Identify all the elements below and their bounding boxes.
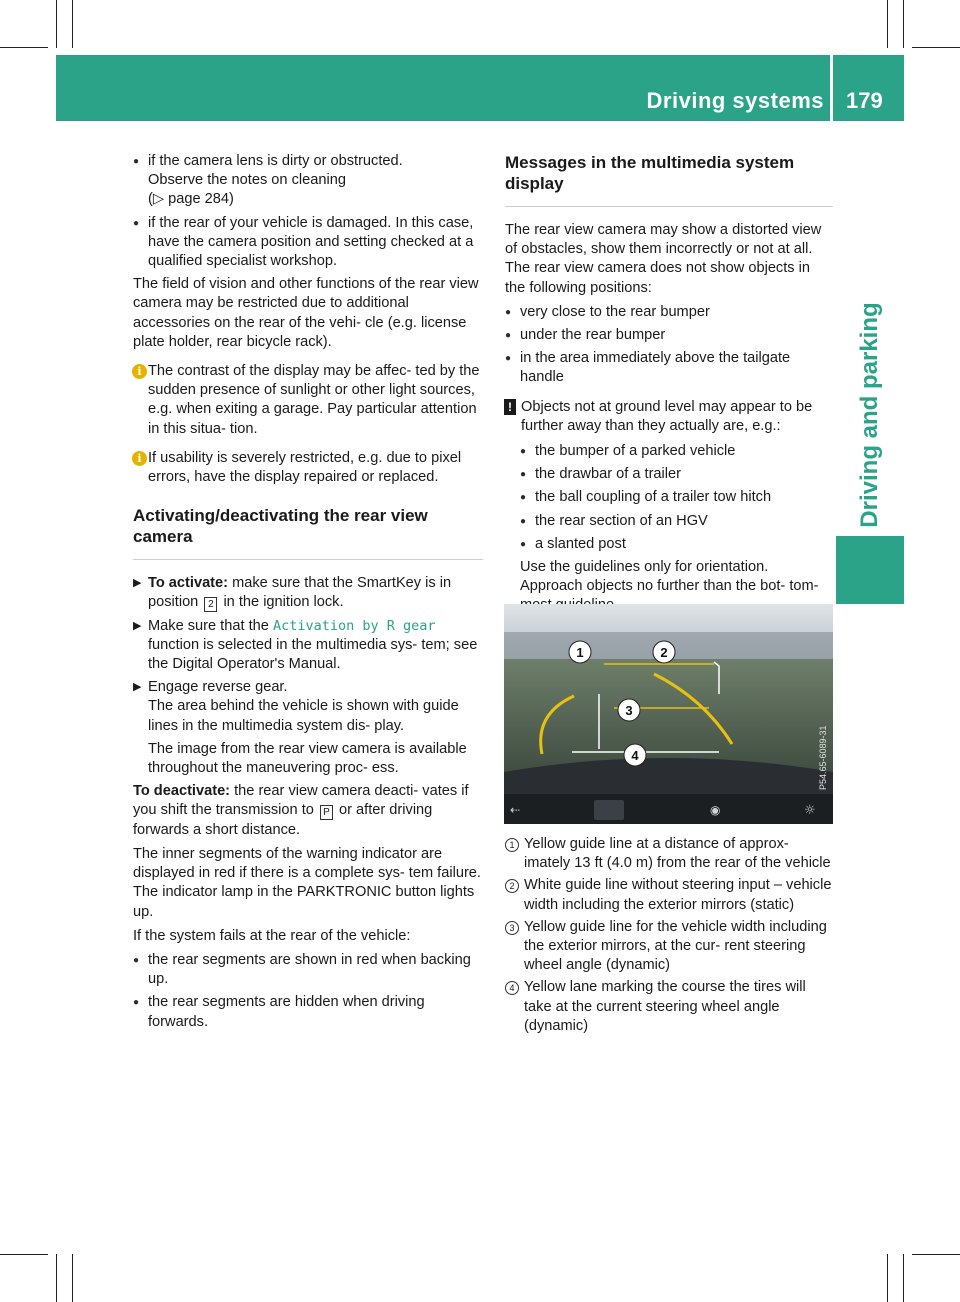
callout-1 — [569, 641, 591, 663]
arrow-right-icon: ▶ — [133, 619, 142, 632]
image-legend — [505, 835, 833, 1039]
callout-number-icon: 4 — [505, 981, 519, 995]
left-column — [133, 152, 483, 1036]
page-reference-link[interactable]: (▷ page 284) — [148, 191, 234, 208]
crop-mark — [56, 0, 57, 48]
list-item: ● under the rear bumper — [505, 326, 833, 345]
crop-mark — [903, 1254, 904, 1302]
svg-text:2: 2 — [660, 645, 668, 660]
arrow-right-icon: ▶ — [133, 681, 142, 694]
gear-park-icon: P — [320, 805, 333, 820]
legend-item: 2 White guide line without steering input – vehicle width including the exterior mirrors (static) — [505, 876, 833, 914]
right-column — [505, 152, 833, 621]
svg-text:3: 3 — [625, 703, 633, 718]
callout-number-icon: 2 — [505, 879, 519, 893]
callout-number-icon: 3 — [505, 921, 519, 935]
list-item: ● the drawbar of a trailer — [520, 465, 833, 484]
svg-text:☼: ☼ — [804, 803, 816, 818]
key-position-icon: 2 — [204, 597, 217, 612]
step-detail: The image from the rear view camera is available throughout the maneuvering proc- ess. — [148, 740, 467, 777]
image-code: P54.65-6089-31 — [818, 725, 828, 790]
list-item: ● the rear section of an HGV — [520, 512, 833, 531]
camera-scene — [504, 604, 833, 824]
paragraph: To deactivate: the rear view camera deacti- vates if you shift the transmission to P or after driving forwards a short distance. — [133, 783, 469, 838]
paragraph: The inner segments of the warning indicator are displayed in red if there is a complete sys- tem failure. The indicator lamp in the PARKTRONIC button lights up. — [133, 845, 481, 920]
warning-note: ! Objects not at ground level may appear to be further away than they actually are, e.g.: — [505, 398, 833, 436]
callout-3 — [618, 699, 640, 721]
step-item: ▶ Engage reverse gear. The area behind the vehicle is shown with guide lines in the multimedia system dis- play. The image from the rear view camera is available throughout the maneuvering proc- ess. — [133, 678, 483, 778]
info-icon: i — [132, 451, 147, 466]
crop-mark — [72, 1254, 73, 1302]
legend-item: 1 Yellow guide line at a distance of approx- imately 13 ft (4.0 m) from the rear of the vehicle — [505, 835, 833, 873]
svg-text:⇠: ⇠ — [510, 803, 521, 817]
page-number: 179 — [846, 88, 883, 113]
crop-mark — [0, 1254, 48, 1255]
crop-mark — [72, 0, 73, 48]
list-item: ● the rear segments are hidden when driving forwards. — [133, 993, 483, 1031]
paragraph: If the system fails at the rear of the vehicle: — [133, 927, 411, 944]
list-item: ● in the area immediately above the tailgate handle — [505, 349, 833, 387]
paragraph: Use the guidelines only for orientation. Approach objects no further than the bot- tom- — [520, 559, 819, 595]
list-item: ● the bumper of a parked vehicle — [520, 442, 833, 461]
callout-4 — [624, 744, 646, 766]
crop-mark — [887, 1254, 888, 1302]
section-heading: Activating/deactivating the rear view camera — [133, 505, 483, 560]
list-item: ● the ball coupling of a trailer tow hitch — [520, 488, 833, 507]
step-item: ▶ To activate: make sure that the SmartKey is in position 2 in the ignition lock. — [133, 575, 452, 611]
svg-text:◉: ◉ — [710, 803, 721, 817]
section-tab-label: Driving and parking — [856, 302, 883, 528]
list-item: ● a slanted post — [520, 535, 833, 554]
list-item: ● if the rear of your vehicle is damaged. In this case, have the camera position and setting checked at a qualified specialist workshop. — [133, 214, 483, 272]
rear-view-camera-image — [504, 604, 833, 824]
list-item: ● very close to the rear bumper — [505, 303, 833, 322]
crop-mark — [912, 47, 960, 48]
function-name-link[interactable]: Activation by R gear — [272, 617, 436, 634]
svg-text:1: 1 — [576, 645, 584, 660]
legend-item: 3 Yellow guide line for the vehicle width including the exterior mirrors, at the cur- rent steering wheel angle (dynamic) — [505, 918, 833, 976]
list-item: ● the rear segments are shown in red when backing up. — [133, 951, 483, 989]
section-marker — [836, 536, 904, 604]
arrow-right-icon: ▶ — [133, 577, 142, 590]
page-title: Driving systems — [646, 88, 824, 113]
crop-mark — [56, 1254, 57, 1302]
step-item: ▶ Make sure that the Activation by R gear function is selected in the multimedia sys- tem; see the Digital Operator's Manual. — [133, 617, 478, 673]
header-divider — [830, 55, 833, 121]
paragraph: The rear view camera may show a distorted view of obstacles, show them incorrectly or not at all. The rear view camera does not show objects in the following positions: — [505, 222, 822, 296]
legend-item: 4 Yellow lane marking the course the tires will take at the current steering wheel angle (dynamic) — [505, 978, 833, 1036]
svg-text:4: 4 — [631, 748, 639, 763]
paragraph: The field of vision and other functions of the rear view camera may be restricted due to additional accessories on the rear of the vehi- cle (e.g. license plate holder, rear bicycle rack). — [133, 276, 479, 350]
crop-mark — [903, 0, 904, 48]
info-note: i The contrast of the display may be affec- ted by the sudden presence of sunlight or other light sources, e.g. when exiting a garage. Pay particular attention in this situa- tion. — [133, 362, 483, 439]
info-icon: i — [132, 364, 147, 379]
crop-mark — [912, 1254, 960, 1255]
callout-number-icon: 1 — [505, 838, 519, 852]
list-item: ● if the camera lens is dirty or obstructed. Observe the notes on cleaning (▷ page 284) — [133, 152, 483, 210]
callout-2 — [653, 641, 675, 663]
crop-mark — [887, 0, 888, 48]
crop-mark — [0, 47, 48, 48]
section-heading: Messages in the multimedia system display — [505, 152, 833, 207]
warning-icon: ! — [504, 399, 516, 415]
info-note: i If usability is severely restricted, e.g. due to pixel errors, have the display repaired or replaced. — [133, 449, 483, 487]
